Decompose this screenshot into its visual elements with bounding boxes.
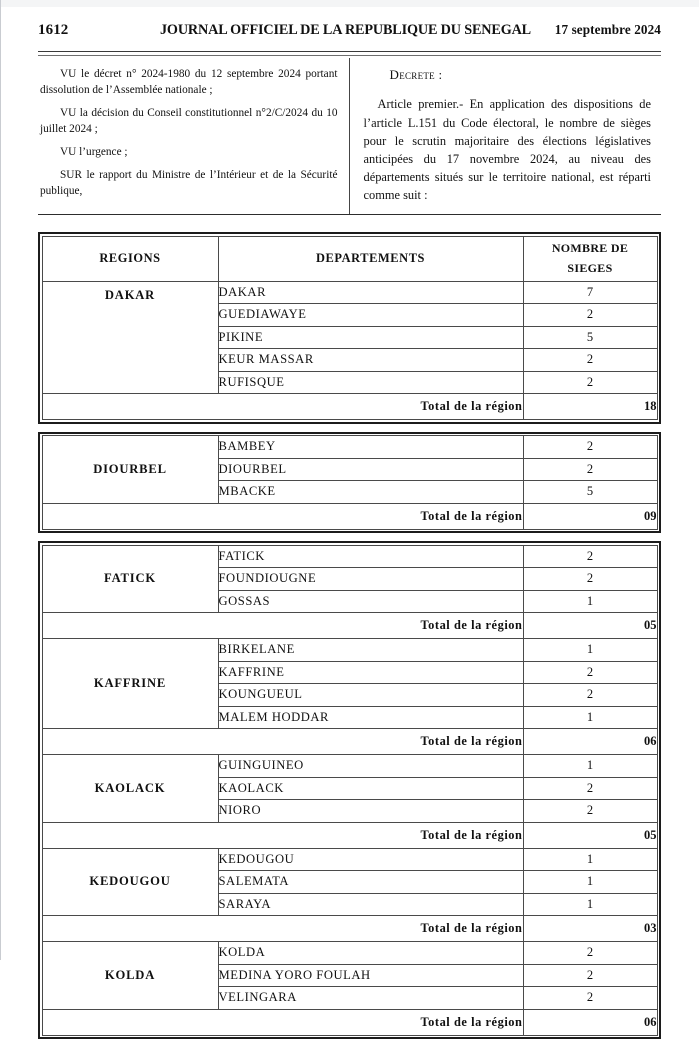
seats-count-cell: 1 [523,755,657,778]
departement-cell: GOSSAS [218,590,523,613]
article-premier-paragraph: Article premier.- En application des dispositions de l’article L.151 du Code électoral, le nombre de sièges pour le scrutin majoritaire des élections législatives anticipées du 17 novembre 2024, au niveau des départements situés sur le territoire national, est réparti comme suit : [363,97,651,203]
region-name-cell: FATICK [42,545,218,613]
seats-count-cell: 2 [523,349,657,372]
region-table-block [38,541,661,1039]
departement-cell: DIOURBEL [218,458,523,481]
region-total-row [42,613,657,639]
column-header-line-1: NOMBRE DE [551,241,629,256]
seats-count-cell: 1 [523,706,657,729]
region-total-value: 05 [523,613,657,639]
seats-count-cell: 5 [523,326,657,349]
preamble-paragraph: VU la décision du Conseil constitutionnel n°2/C/2024 du 10 juillet 2024 ; [40,106,338,135]
departement-cell: NIORO [218,800,523,823]
seats-count-cell: 5 [523,481,657,504]
departement-cell: RUFISQUE [218,371,523,394]
preamble-two-column [38,58,661,215]
running-head [38,22,661,48]
seats-tables-container [38,232,661,1039]
departement-cell: KOLDA [218,942,523,965]
table-row [42,545,657,568]
region-total-row [42,822,657,848]
region-total-label: Total de la région [42,822,523,848]
seats-count-cell: 2 [523,942,657,965]
departement-cell: PIKINE [218,326,523,349]
column-header-nombre-de-sieges [523,236,657,281]
table-row [42,436,657,459]
column-header-departements: DEPARTEMENTS [218,236,523,281]
decrete-heading: Decrete : [389,66,443,82]
departement-cell: KOUNGUEUL [218,684,523,707]
departement-cell: KEUR MASSAR [218,349,523,372]
seats-count-cell: 1 [523,848,657,871]
departement-cell: FOUNDIOUGNE [218,568,523,591]
table-header-row [42,236,657,281]
seats-count-cell: 2 [523,964,657,987]
departement-cell: MALEM HODDAR [218,706,523,729]
seats-table [42,435,658,530]
table-row [42,848,657,871]
region-name-cell: DIOURBEL [42,436,218,504]
region-total-value: 09 [523,503,657,529]
seats-count-cell: 2 [523,568,657,591]
departement-cell: GUINGUINEO [218,755,523,778]
table-row [42,755,657,778]
region-total-value: 03 [523,916,657,942]
seats-count-cell: 1 [523,871,657,894]
region-name-cell: KAFFRINE [42,639,218,729]
departement-cell: KAFFRINE [218,661,523,684]
seats-count-cell: 2 [523,436,657,459]
table-row [42,942,657,965]
departement-cell: SARAYA [218,893,523,916]
region-total-value: 05 [523,822,657,848]
seats-table [42,545,658,1036]
seats-count-cell: 2 [523,777,657,800]
seats-count-cell: 2 [523,304,657,327]
seats-count-cell: 7 [523,281,657,304]
region-total-row [42,729,657,755]
region-total-label: Total de la région [42,394,523,420]
departement-cell: GUEDIAWAYE [218,304,523,327]
seats-count-cell: 2 [523,458,657,481]
preamble-paragraph: VU l’urgence ; [60,145,128,158]
departement-cell: VELINGARA [218,987,523,1010]
region-table-block [38,232,661,424]
header-double-rule [38,51,661,56]
departement-cell: KAOLACK [218,777,523,800]
region-total-row [42,1009,657,1035]
departement-cell: FATICK [218,545,523,568]
departement-cell: MBACKE [218,481,523,504]
table-row [42,281,657,304]
seats-count-cell: 1 [523,590,657,613]
page-folio-number: 1612 [38,22,69,38]
departement-cell: BAMBEY [218,436,523,459]
seats-count-cell: 2 [523,545,657,568]
region-total-value: 06 [523,1009,657,1035]
region-total-label: Total de la région [42,729,523,755]
preamble-paragraph: VU le décret n° 2024-1980 du 12 septembre 2024 portant dissolution de l’Assemblée nationale ; [40,67,338,96]
region-total-label: Total de la région [42,1009,523,1035]
table-row [42,639,657,662]
region-name-cell: KAOLACK [42,755,218,823]
region-total-label: Total de la région [42,613,523,639]
seats-count-cell: 1 [523,639,657,662]
region-total-value: 06 [523,729,657,755]
region-total-row [42,394,657,420]
column-header-regions: REGIONS [42,236,218,281]
departement-cell: DAKAR [218,281,523,304]
preamble-paragraph: SUR le rapport du Ministre de l’Intérieur et de la Sécurité publique, [40,168,338,197]
journal-title: JOURNAL OFFICIEL DE LA REPUBLIQUE DU SENEGAL [159,22,532,38]
departement-cell: KEDOUGOU [218,848,523,871]
publication-date: 17 septembre 2024 [554,22,661,37]
region-total-label: Total de la région [42,916,523,942]
region-name-cell: DAKAR [42,281,218,394]
seats-count-cell: 2 [523,987,657,1010]
region-name-cell: KEDOUGOU [42,848,218,916]
region-total-row [42,916,657,942]
seats-count-cell: 1 [523,893,657,916]
seats-count-cell: 2 [523,371,657,394]
seats-count-cell: 2 [523,800,657,823]
preamble-left-column [38,58,350,215]
departement-cell: BIRKELANE [218,639,523,662]
preamble-bottom-rule [38,214,661,215]
seats-table [42,236,658,421]
region-total-value: 18 [523,394,657,420]
region-name-cell: KOLDA [42,942,218,1010]
region-total-label: Total de la région [42,503,523,529]
column-header-line-2: SIEGES [567,260,613,275]
region-table-block [38,432,661,534]
departement-cell: MEDINA YORO FOULAH [218,964,523,987]
seats-count-cell: 2 [523,684,657,707]
preamble-right-column [350,58,662,215]
departement-cell: SALEMATA [218,871,523,894]
region-total-row [42,503,657,529]
seats-count-cell: 2 [523,661,657,684]
